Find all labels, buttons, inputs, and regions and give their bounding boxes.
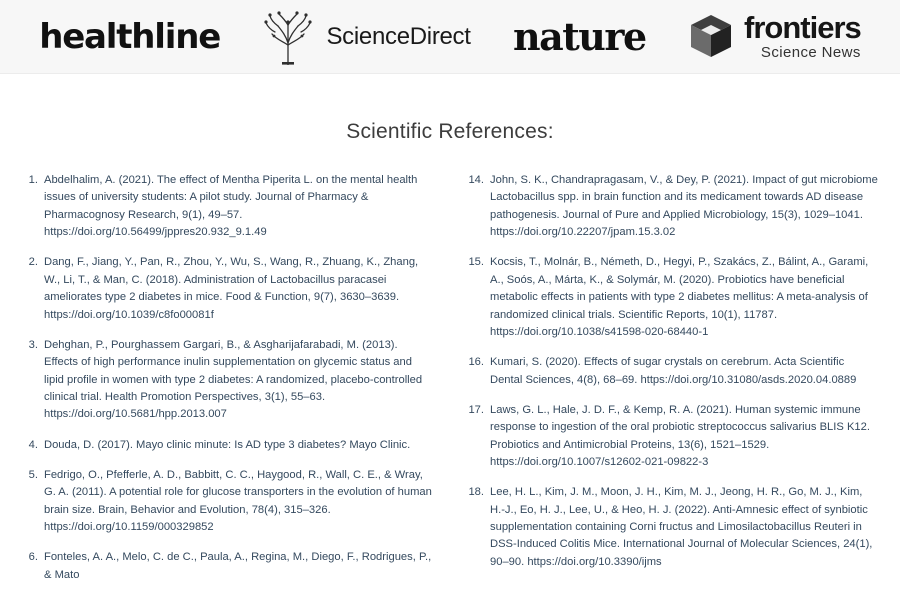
reference-text: Fonteles, A. A., Melo, C. de C., Paula, A., Regina, M., Diego, F., Rodrigues, P., & Mato [44,551,432,581]
reference-number: 2. [28,256,38,269]
reference-text: Kocsis, T., Molnár, B., Németh, D., Hegyi, P., Szakács, Z., Bálint, A., Garami, A., Soós, A., Márta, K., & Solymár, M. (2020). Probiotics have beneficial metabolic effects in patients with type 2 diabetes mellitus: A meta-analysis of randomized clinical trials. Scientific Reports, 10(1), 11787. https://doi.org/10.1038/s41598-020-68440-1 [490,256,869,338]
list-item [22,172,432,241]
list-item [22,337,432,424]
list-item [468,402,878,471]
logo-healthline[interactable] [39,17,220,57]
reference-text: John, S. K., Chandrapragasam, V., & Dey, P. (2021). Impact of gut microbiome Lactobacillus spp. in brain function and its medicament towards AD disease pathogenesis. Journal of Pure and Applied Microbiology, 15(3), 1029–1041. https://doi.org/10.22207/jpam.15.3.02 [490,174,878,239]
references-column-left [22,172,432,597]
reference-text: Douda, D. (2017). Mayo clinic minute: Is AD type 3 diabetes? Mayo Clinic. [44,438,411,451]
logo-nature[interactable] [513,14,646,59]
reference-number: 14. [468,174,484,186]
list-item [22,549,432,584]
reference-number: 3. [28,338,38,351]
list-item [22,467,432,536]
reference-number: 17. [468,403,484,416]
logo-nature-wordmark: nature [513,14,646,59]
reference-number: 18. [468,486,484,499]
reference-list-left [22,172,432,584]
list-item [22,254,432,323]
reference-number: 1. [28,174,38,186]
reference-number: 15. [468,256,484,269]
list-item [468,254,878,341]
cube-icon [688,13,734,59]
logo-sciencedirect-wordmark: ScienceDirect [326,22,471,50]
publisher-logo-band [0,0,900,74]
logo-healthline-wordmark: healthline [39,16,221,57]
logo-frontiers[interactable] [688,9,861,62]
reference-text: Fedrigo, O., Pfefferle, A. D., Babbitt, C. C., Haygood, R., Wall, C. E., & Wray, G. A. (2011). A potential role for glucose transporters in the evolution of human brain size. Brain, Behavior and Evolution, 78(4), 315–326. https://doi.org/10.1159/000329852 [44,469,432,534]
reference-text: Laws, G. L., Hale, J. D. F., & Kemp, R. A. (2021). Human systemic immune response to ingestion of the oral probiotic streptococcus salivarius BLIS K12. Probiotics and Antimicrobial Proteins, 13(6), 1521–1529. https://doi.org/10.1007/s12602-021-09822-3 [490,403,870,469]
reference-number: 16. [468,356,484,369]
logo-sciencedirect[interactable] [262,9,470,65]
reference-text: Abdelhalim, A. (2021). The effect of Mentha Piperita L. on the mental health issues of university students: A pilot study. Journal of Pharmacy & Pharmacognosy Research, 9(1), 49–57. https://doi.org/10.56499/jppres20.932_9.1.49 [44,174,418,239]
reference-text: Dang, F., Jiang, Y., Pan, R., Zhou, Y., Wu, S., Wang, R., Zhuang, K., Zhang, W., Li, T., & Man, C. (2018). Administration of Lactobacillus paracasei ameliorates type 2 diabetes in mice. Food & Function, 9(7), 3630–3639. https://doi.org/10.1039/c8fo00081f [44,256,419,321]
reference-text: Kumari, S. (2020). Effects of sugar crystals on cerebrum. Acta Scientific Dental Sciences, 4(8), 68–69. https://doi.org/10.31080/asds.2020.04.0889 [490,356,857,386]
references-section [0,144,900,597]
references-column-right [468,172,878,597]
reference-number: 5. [28,469,38,482]
reference-number: 4. [28,438,38,451]
reference-list-right [468,172,878,571]
logo-frontiers-wordmark: frontiers [744,9,861,45]
tree-icon [262,9,314,65]
reference-text: Dehghan, P., Pourghassem Gargari, B., & Asgharijafarabadi, M. (2013). Effects of high performance inulin supplementation on glycemic status and lipid profile in women with type 2 diabetes: A randomized, placebo-controlled clinical trial. Health Promotion Perspectives, 3(1), 55–63. https://doi.org/10.5681/hpp.2013.007 [44,338,423,421]
list-item [22,437,432,454]
page-title: Scientific References: [346,120,554,143]
list-item [468,172,878,241]
logo-frontiers-tagline: Science News [760,44,861,62]
reference-number: 6. [28,551,38,564]
list-item [468,354,878,389]
reference-text: Lee, H. L., Kim, J. M., Moon, J. H., Kim, M. J., Jeong, H. R., Go, M. J., Kim, H.-J., Eo, H. J., Lee, U., & Heo, H. J. (2022). Anti-Amnesic effect of synbiotic supplementation containing Corni fructus and Limosilactobacillus Reuteri in DSS-Induced Colitis Mice. International Journal of Molecular Sciences, 24(1), 90–90. https://doi.org/10.3390/ijms [490,486,873,568]
list-item [468,484,878,571]
